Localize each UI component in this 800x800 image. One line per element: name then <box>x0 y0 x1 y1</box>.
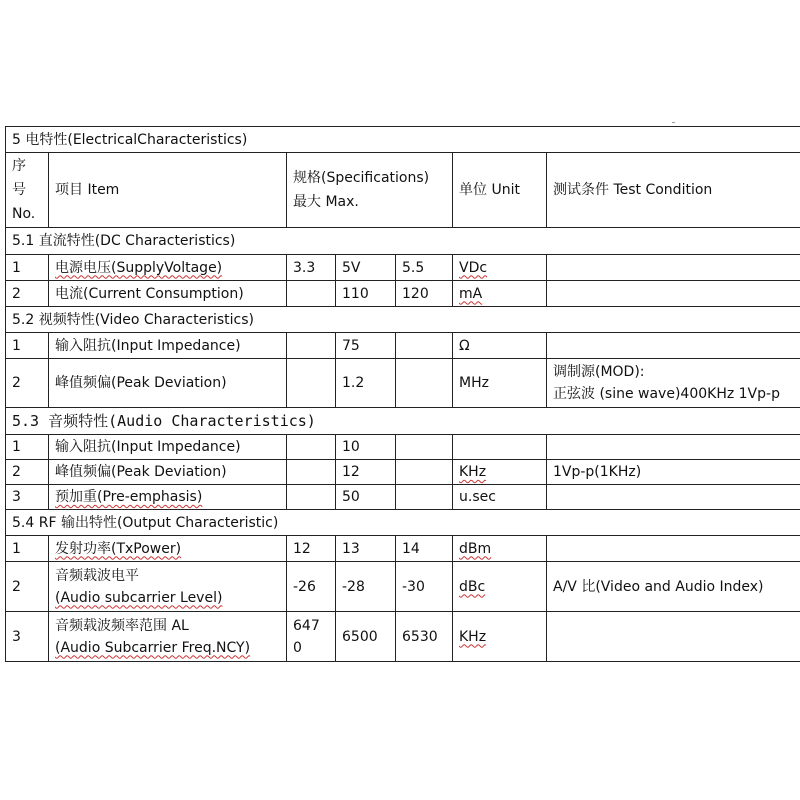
row-unit <box>453 281 547 307</box>
condition-line: 调制源(MOD): <box>553 364 645 380</box>
row-max <box>396 333 453 359</box>
row-no: 2 <box>6 562 49 612</box>
header-spec-line: 最大 Max. <box>293 194 359 210</box>
row-max: 6530 <box>396 612 453 662</box>
row-min: 12 <box>287 536 336 562</box>
header-item: 项目 Item <box>49 153 287 228</box>
row-condition <box>547 255 800 281</box>
row-item <box>49 536 287 562</box>
table-row <box>6 485 800 510</box>
row-no: 2 <box>6 359 49 408</box>
row-condition <box>547 485 800 510</box>
row-unit <box>453 460 547 485</box>
unit-text: KHz <box>459 464 487 480</box>
item-text: (Audio subcarrier Level) <box>55 589 223 606</box>
row-typ: 1.2 <box>336 359 396 408</box>
row-no: 1 <box>6 333 49 359</box>
row-max <box>396 460 453 485</box>
subsection-row <box>6 307 800 333</box>
item-text: 电源电压(SupplyVoltage) <box>55 259 223 276</box>
row-condition <box>547 612 800 662</box>
row-unit <box>453 435 547 460</box>
row-min: -26 <box>287 562 336 612</box>
row-no: 2 <box>6 281 49 307</box>
row-condition <box>547 281 800 307</box>
unit-text: mA <box>459 285 483 302</box>
row-unit: u.sec <box>453 485 547 510</box>
row-typ: 13 <box>336 536 396 562</box>
item-line: 音频载波电平 <box>55 567 139 584</box>
row-item <box>49 562 287 612</box>
row-min: 3.3 <box>287 255 336 281</box>
unit-text: dBc <box>459 578 486 595</box>
header-row <box>6 153 800 228</box>
row-unit: MHz <box>453 359 547 408</box>
row-item: 峰值频偏(Peak Deviation) <box>49 460 287 485</box>
row-no: 1 <box>6 435 49 460</box>
item-line: 音频载波频率范围 AL <box>55 617 189 634</box>
row-min <box>287 333 336 359</box>
row-max: -30 <box>396 562 453 612</box>
row-condition: 1Vp-p(1KHz) <box>547 460 800 485</box>
table-row <box>6 562 800 612</box>
header-condition: 测试条件 Test Condition <box>547 153 800 228</box>
min-line: 647 <box>293 617 320 634</box>
item-text: 预加重(Pre-emphasis) <box>55 489 203 505</box>
table-row <box>6 333 800 359</box>
row-typ: 12 <box>336 460 396 485</box>
subsection-row <box>6 408 800 435</box>
row-no: 2 <box>6 460 49 485</box>
row-no: 3 <box>6 612 49 662</box>
row-condition: A/V 比(Video and Audio Index) <box>547 562 800 612</box>
row-max <box>396 435 453 460</box>
row-condition <box>547 435 800 460</box>
item-line <box>55 637 286 659</box>
header-spec <box>287 153 453 228</box>
row-typ: 110 <box>336 281 396 307</box>
row-max: 14 <box>396 536 453 562</box>
unit-text: VDc <box>459 259 488 276</box>
row-max: 120 <box>396 281 453 307</box>
row-typ: 5V <box>336 255 396 281</box>
row-unit <box>453 562 547 612</box>
row-typ: -28 <box>336 562 396 612</box>
row-item: 输入阻抗(Input Impedance) <box>49 333 287 359</box>
row-unit: Ω <box>453 333 547 359</box>
row-item: 电流(Current Consumption) <box>49 281 287 307</box>
item-text: (Audio Subcarrier Freq.NCY) <box>55 639 251 656</box>
row-unit <box>453 612 547 662</box>
table-row <box>6 536 800 562</box>
row-item <box>49 485 287 510</box>
table-row <box>6 281 800 307</box>
table-row <box>6 359 800 408</box>
item-line <box>55 587 286 609</box>
subsection-title: 5.3 音频特性(Audio Characteristics) <box>6 408 800 435</box>
row-item <box>49 612 287 662</box>
row-unit <box>453 536 547 562</box>
row-min <box>287 435 336 460</box>
row-typ: 50 <box>336 485 396 510</box>
row-item: 峰值频偏(Peak Deviation) <box>49 359 287 408</box>
row-max: 5.5 <box>396 255 453 281</box>
item-text: 发射功率(TxPower) <box>55 540 182 557</box>
electrical-characteristics-table <box>5 126 800 662</box>
row-condition <box>547 359 800 408</box>
table-row <box>6 435 800 460</box>
stray-mark <box>672 122 675 123</box>
row-no: 1 <box>6 255 49 281</box>
section-title: 5 电特性(ElectricalCharacteristics) <box>6 127 800 153</box>
row-typ: 6500 <box>336 612 396 662</box>
header-no <box>6 153 49 228</box>
header-no-line: 号 <box>12 182 26 198</box>
row-no: 1 <box>6 536 49 562</box>
row-item <box>49 255 287 281</box>
unit-text: dBm <box>459 540 492 557</box>
row-min <box>287 612 336 662</box>
row-item: 输入阻抗(Input Impedance) <box>49 435 287 460</box>
section-title-row <box>6 127 800 153</box>
subsection-title: 5.1 直流特性(DC Characteristics) <box>6 228 800 255</box>
row-typ: 10 <box>336 435 396 460</box>
row-condition <box>547 333 800 359</box>
row-condition <box>547 536 800 562</box>
unit-text: KHz <box>459 628 487 645</box>
row-max <box>396 485 453 510</box>
row-no: 3 <box>6 485 49 510</box>
header-no-line: 序 <box>12 158 26 174</box>
row-min <box>287 460 336 485</box>
row-typ: 75 <box>336 333 396 359</box>
row-min <box>287 359 336 408</box>
subsection-title: 5.2 视频特性(Video Characteristics) <box>6 307 800 333</box>
header-unit: 单位 Unit <box>453 153 547 228</box>
table-row <box>6 612 800 662</box>
row-unit <box>453 255 547 281</box>
header-spec-line: 规格(Specifications) <box>293 170 430 186</box>
subsection-row <box>6 228 800 255</box>
row-min <box>287 485 336 510</box>
spec-sheet <box>5 126 800 662</box>
table-row <box>6 255 800 281</box>
row-min <box>287 281 336 307</box>
subsection-title: 5.4 RF 输出特性(Output Characteristic) <box>6 510 800 536</box>
table-row <box>6 460 800 485</box>
header-no-line: No. <box>12 206 36 222</box>
subsection-row <box>6 510 800 536</box>
row-max <box>396 359 453 408</box>
condition-line: 正弦波 (sine wave)400KHz 1Vp-p <box>553 386 780 402</box>
min-line: 0 <box>293 639 302 656</box>
